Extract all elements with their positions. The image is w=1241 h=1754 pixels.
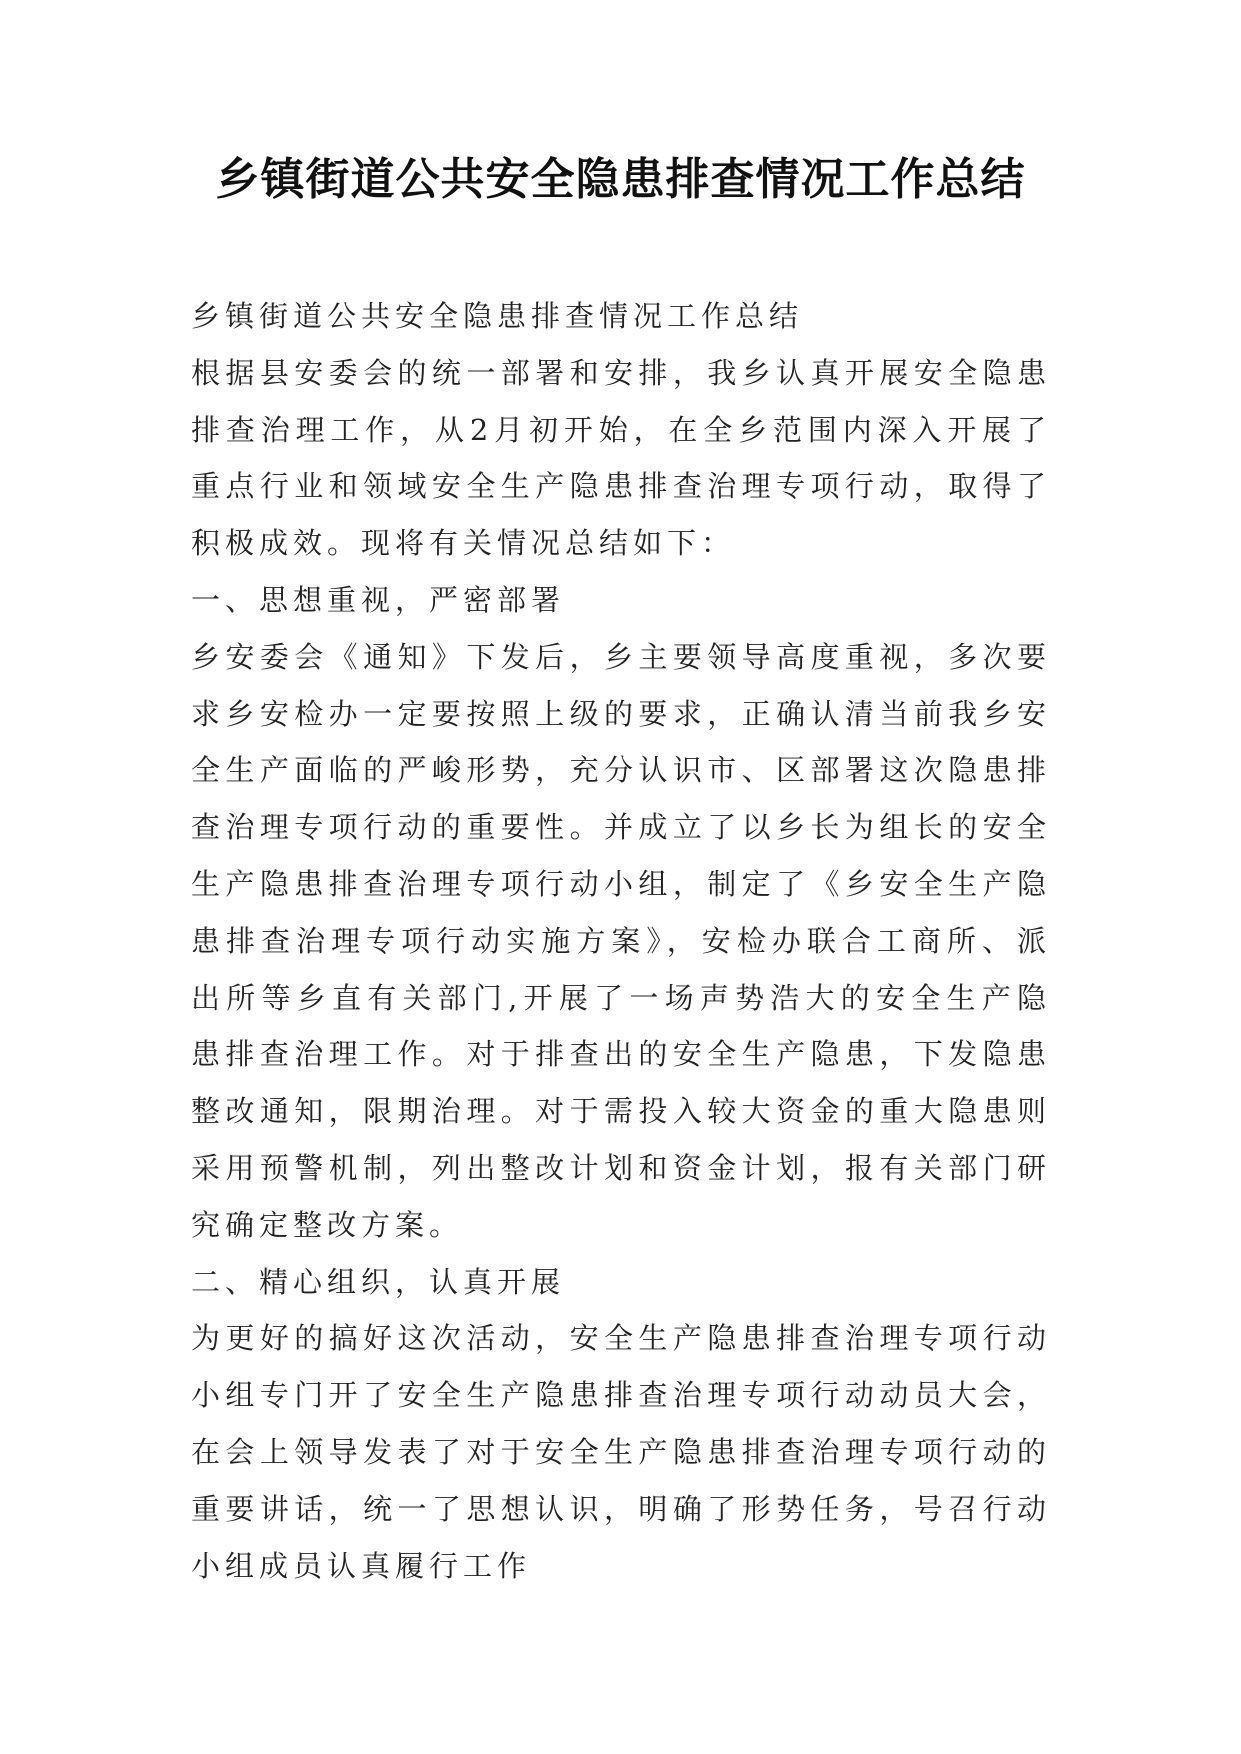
document-title: 乡镇街道公共安全隐患排查情况工作总结 bbox=[215, 154, 1026, 205]
document-body bbox=[191, 288, 1051, 1594]
section-1-paragraph: 乡安委会《通知》下发后，乡主要领导高度重视，多次要求乡安检办一定要按照上级的要求，正确认清当前我乡安全生产面临的严峻形势，充分认识市、区部署这次隐患排查治理专项行动的重要性。并成立了以乡长为组长的安全生产隐患排查治理专项行动小组，制定了《乡安全生产隐患排查治理专项行动实施方案》，安检办联合工商所、派出所等乡直有关部门,开展了一场声势浩大的安全生产隐患排查治理工作。对于排查出的安全生产隐患，下发隐患整改通知，限期治理。对于需投入较大资金的重大隐患则采用预警机制，列出整改计划和资金计划，报有关部门研究确定整改方案。 bbox=[191, 639, 1051, 1242]
section-2-paragraph: 为更好的搞好这次活动，安全生产隐患排查治理专项行动小组专门开了安全生产隐患排查治理专项行动动员大会，在会上领导发表了对于安全生产隐患排查治理专项行动的重要讲话，统一了思想认识，明确了形势任务，号召行动小组成员认真履行工作 bbox=[191, 1321, 1051, 1583]
repeated-title-line: 乡镇街道公共安全隐患排查情况工作总结 bbox=[191, 299, 804, 333]
section-heading-1: 一、思想重视，严密部署 bbox=[191, 582, 566, 617]
section-heading-2: 二、精心组织，认真开展 bbox=[191, 1264, 566, 1299]
intro-paragraph: 根据县安委会的统一部署和安排，我乡认真开展安全隐患排查治理工作，从2月初开始，在全乡范围内深入开展了重点行业和领域安全生产隐患排查治理专项行动，取得了积极成效。现将有关情况总结如下： bbox=[191, 355, 1051, 561]
